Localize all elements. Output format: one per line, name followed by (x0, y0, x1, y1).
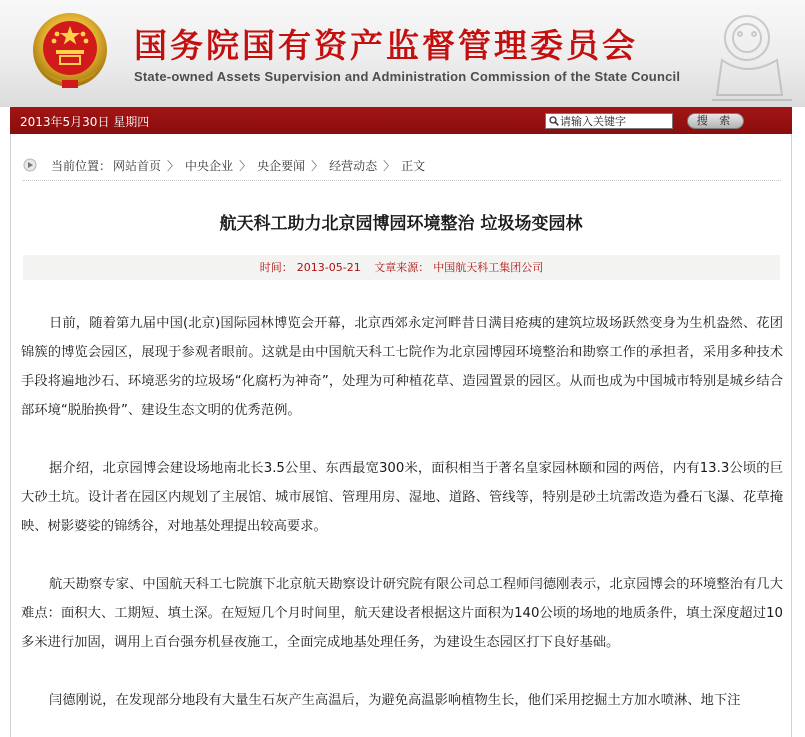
search-icon (549, 116, 559, 126)
article-body (21, 309, 783, 737)
breadcrumb-enterprise-news[interactable]: 央企要闻 (257, 158, 306, 173)
top-bar (10, 107, 792, 134)
breadcrumb-current: 正文 (401, 158, 426, 173)
site-title-en: State-owned Assets Supervision and Administration Commission of the State Council (134, 69, 681, 84)
article-meta (23, 255, 780, 280)
site-header (0, 0, 805, 107)
breadcrumb-home[interactable]: 网站首页 (113, 158, 162, 173)
source-label: 文章来源： (374, 261, 430, 274)
search-button[interactable]: 搜 索 (687, 113, 744, 129)
article-paragraph: 据介绍，北京园博会建设场地南北长3.5公里、东西最宽300米，面积相当于著名皇家园林颐和园的两倍，内有13.3公顷的巨大砂土坑。设计者在园区内规划了主展馆、城市展馆、管理用房、湿地、道路、管线等，特别是砂土坑需改造为叠石飞瀑、花草掩映、树影婆娑的锦绣谷，对地基处理提出较高要求。 (21, 461, 783, 534)
article-paragraph: 日前，随着第九届中国(北京)国际园林博览会开幕，北京西郊永定河畔昔日满目疮痍的建筑垃圾场跃然变身为生机盎然、花团锦簇的博览会园区，展现于参观者眼前。这就是由中国航天科工七院作为北京园博园环境整治和勘察工作的承担者，采用多种技术手段将遍地沙石、环境恶劣的垃圾场“化腐朽为神奇”，处理为可种植花草、造园置景的园区。从而也成为中国城市特别是城乡结合部环境“脱胎换骨”、建设生态文明的优秀范例。 (21, 316, 783, 418)
breadcrumb-separator: 〉 (383, 158, 396, 173)
breadcrumb (23, 156, 425, 174)
breadcrumb-divider (23, 180, 781, 181)
article-source: 中国航天科工集团公司 (433, 261, 544, 274)
search-input[interactable] (560, 114, 670, 128)
time-label: 时间： (259, 261, 293, 274)
content-frame (10, 134, 792, 737)
breadcrumb-label: 当前位置： (51, 158, 112, 173)
national-emblem-icon[interactable] (30, 10, 110, 94)
breadcrumb-separator: 〉 (311, 158, 324, 173)
publish-time: 2013-05-21 (296, 261, 361, 274)
article-title: 航天科工助力北京园博园环境整治 垃圾场变园林 (219, 214, 583, 234)
location-arrow-icon (23, 158, 37, 172)
lion-watermark-icon (652, 0, 805, 107)
breadcrumb-central-enterprises[interactable]: 中央企业 (185, 158, 234, 173)
breadcrumb-separator: 〉 (167, 158, 180, 173)
search-box[interactable] (545, 113, 673, 129)
current-date: 2013年5月30日 星期四 (20, 115, 150, 129)
site-title-cn: 国务院国有资产监督管理委员会 (134, 26, 638, 65)
article-paragraph: 航天勘察专家、中国航天科工七院旗下北京航天勘察设计研究院有限公司总工程师闫德刚表示，北京园博会的环境整治有几大难点：面积大、工期短、填土深。在短短几个月时间里，航天建设者根据这片面积为140公顷的场地的地质条件，填土深度超过10多米进行加固，调用上百台强夯机昼夜施工，全面完成地基处理任务，为建设生态园区打下良好基础。 (21, 577, 783, 650)
breadcrumb-separator: 〉 (239, 158, 252, 173)
article-paragraph: 闫德刚说，在发现部分地段有大量生石灰产生高温后，为避免高温影响植物生长，他们采用挖掘土方加水喷淋、地下注 (49, 693, 741, 708)
breadcrumb-business-news[interactable]: 经营动态 (329, 158, 378, 173)
